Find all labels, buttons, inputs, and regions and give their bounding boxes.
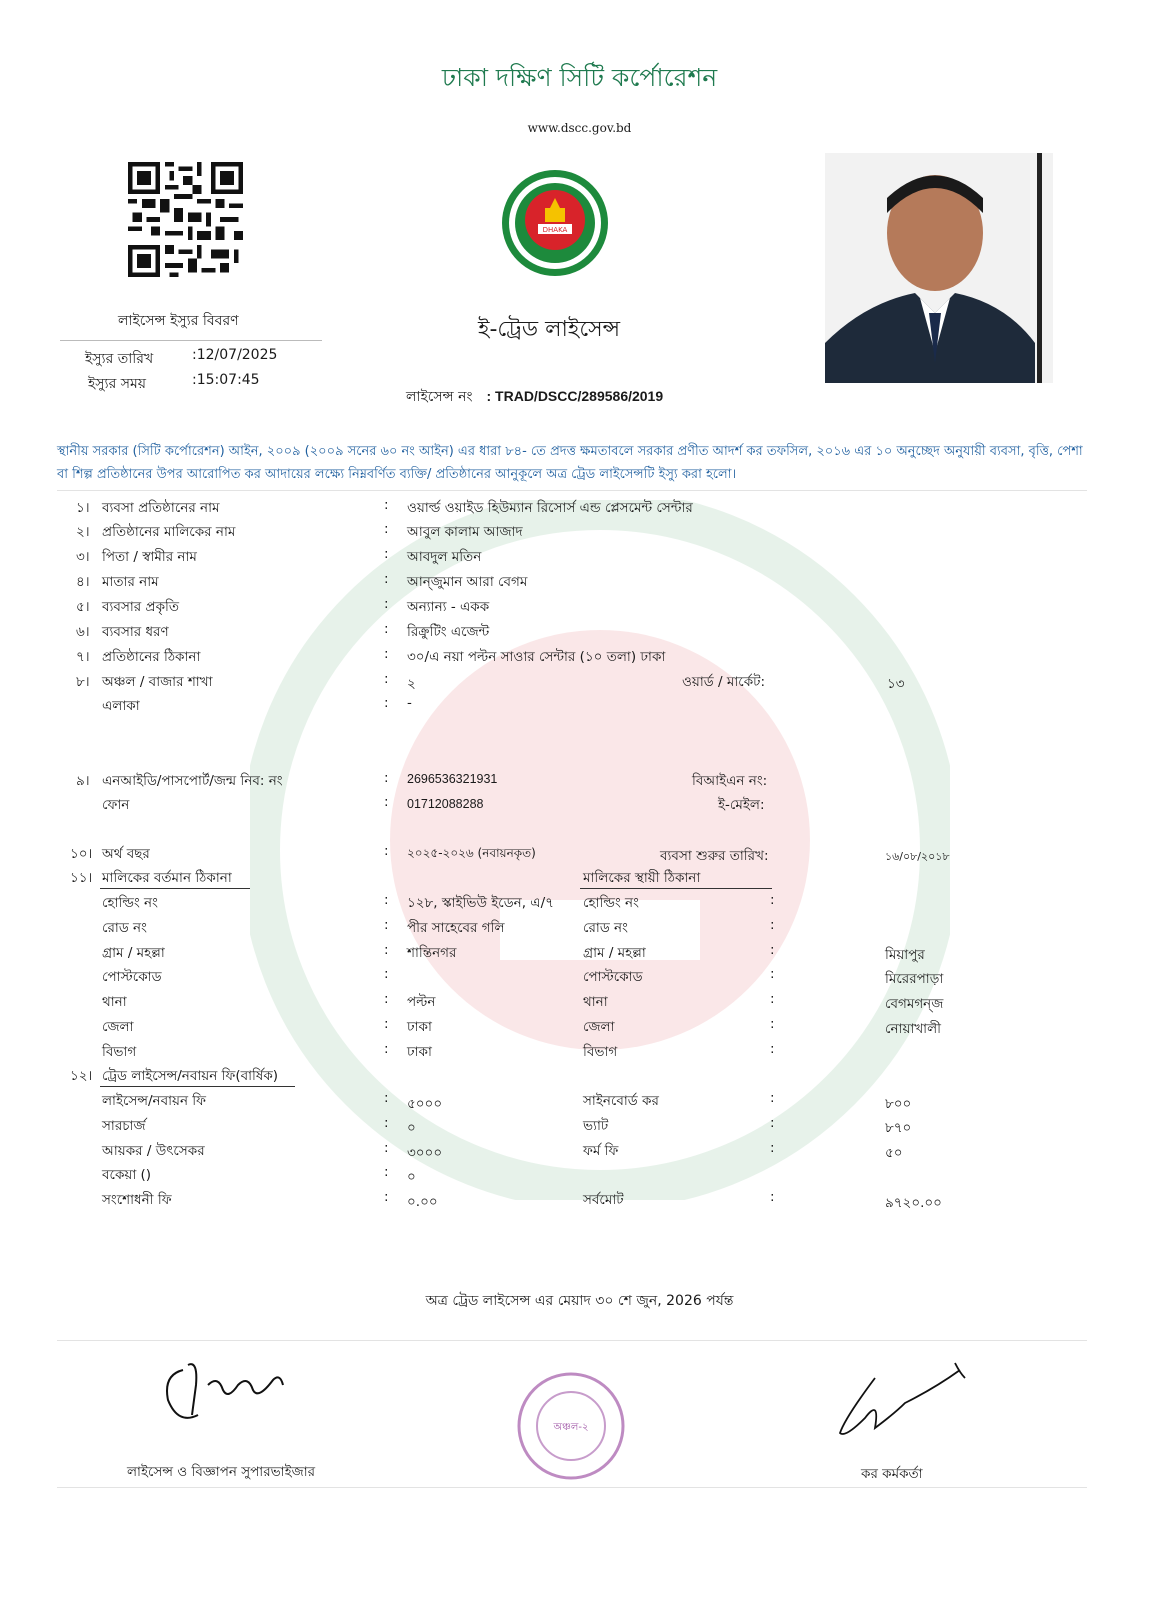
colon: : (770, 1016, 775, 1032)
permanent-title-underline (580, 888, 772, 889)
nid-value: 2696536321931 (407, 772, 498, 786)
colon: : (384, 770, 389, 786)
fee-value: ৮৭০ (885, 1120, 912, 1136)
colon: : (770, 1041, 775, 1057)
issue-time-value: :15:07:45 (192, 372, 260, 388)
address-label: পোস্টকোড (102, 969, 162, 985)
colon: : (770, 1115, 775, 1131)
bin-label: বিআইএন নং: (692, 773, 768, 789)
present-value: ১২৮, স্কাইভিউ ইডেন, এ/৭ (407, 895, 554, 911)
colon: : (770, 966, 775, 982)
qr-code-icon (128, 162, 243, 277)
fee-value: ৫০০০ (407, 1096, 443, 1112)
colon: : (384, 892, 389, 908)
start-date-label: ব্যবসা শুরুর তারিখ: (660, 848, 769, 864)
address-label: জেলা (102, 1019, 134, 1035)
signature-top-line (57, 1340, 1087, 1341)
dscc-logo-icon (500, 168, 610, 278)
colon: : (384, 917, 389, 933)
field-label: ব্যবসার প্রকৃতি (102, 599, 180, 615)
field-value: আন্জুমান আরা বেগম (407, 574, 528, 590)
colon: : (384, 1016, 389, 1032)
start-date-value: ১৬/০৮/২০১৮ (885, 850, 950, 863)
validity-text: অত্র ট্রেড লাইসেন্স এর মেয়াদ ৩০ শে জুন, 2026 পর্যন্ত (425, 1293, 734, 1309)
phone-value: 01712088288 (407, 797, 484, 811)
colon: : (384, 794, 389, 810)
nid-label: এনআইডি/পাসপোর্ট/জন্ম নিব: নং (102, 773, 283, 789)
fee-value: ৯৭২০.০০ (885, 1195, 942, 1211)
permanent-address-title: মালিকের স্থায়ী ঠিকানা (583, 870, 701, 886)
address-label: পোস্টকোড (583, 969, 643, 985)
address-label: বিভাগ (102, 1044, 137, 1060)
fee-value: ০ (407, 1169, 416, 1185)
present-title-underline (100, 888, 250, 889)
issue-section-title: লাইসেন্স ইস্যুর বিবরণ (118, 313, 239, 329)
field-num: ৭। (76, 649, 90, 665)
present-value: ঢাকা (407, 1044, 432, 1060)
address-label: থানা (102, 994, 127, 1010)
colon: : (384, 596, 389, 612)
colon: : (384, 843, 389, 859)
permanent-value: নোয়াখালী (885, 1021, 942, 1037)
fee-label: ভ্যাট (583, 1118, 609, 1134)
issue-time-label: ইস্যুর সময় (88, 376, 147, 392)
field-num: ৩। (76, 549, 90, 565)
issue-date-value: :12/07/2025 (192, 347, 278, 363)
field-label: ব্যবসার ধরণ (102, 624, 169, 640)
permanent-value: মিরেরপাড়া (885, 971, 944, 987)
permanent-value: মিয়াপুর (885, 947, 925, 963)
field-value: আবুল কালাম আজাদ (407, 524, 523, 540)
website-url: www.dscc.gov.bd (527, 121, 632, 135)
box-top-line (57, 490, 1087, 491)
address-label: হোল্ডিং নং (583, 895, 639, 911)
address-label: রোড নং (102, 920, 147, 936)
fee-label: লাইসেন্স/নবায়ন ফি (102, 1093, 207, 1109)
phone-label: ফোন (102, 797, 130, 813)
address-label: হোল্ডিং নং (102, 895, 158, 911)
field-label: পিতা / স্বামীর নাম (102, 549, 197, 565)
license-number-value: : TRAD/DSCC/289586/2019 (486, 388, 664, 404)
colon: : (770, 991, 775, 1007)
colon: : (770, 1189, 775, 1205)
colon: : (384, 1164, 389, 1180)
owner-photo (825, 153, 1053, 383)
owner-address-num: ১১। (70, 870, 93, 886)
fee-label: বকেয়া () (102, 1167, 152, 1183)
field-value: অন্যান্য - একক (407, 599, 490, 615)
fiscal-value: ২০২৫-২০২৬ (নবায়নকৃত) (407, 846, 536, 860)
field-label: ব্যবসা প্রতিষ্ঠানের নাম (102, 500, 220, 516)
colon: : (384, 671, 389, 687)
address-label: রোড নং (583, 920, 628, 936)
area-value: - (407, 695, 412, 711)
fee-label: সংশোধনী ফি (102, 1192, 172, 1208)
license-number (406, 385, 663, 409)
field-value: ৩০/এ নয়া পল্টন সাওার সেন্টার (১০ তলা) ঢাকা (407, 649, 666, 665)
fee-label: সর্বমোট (583, 1192, 624, 1208)
fees-num: ১২। (70, 1068, 93, 1084)
fee-value: ০.০০ (407, 1194, 438, 1210)
address-label: বিভাগ (583, 1044, 618, 1060)
colon: : (384, 942, 389, 958)
colon: : (384, 1189, 389, 1205)
colon: : (384, 621, 389, 637)
colon: : (384, 695, 389, 711)
ward-label: ওয়ার্ড / মার্কেট: (682, 674, 766, 690)
zone-num: ৮। (76, 674, 90, 690)
stamp-text: অঞ্চল-২ (553, 1422, 589, 1433)
fee-value: ৩০০০ (407, 1145, 443, 1161)
colon: : (384, 521, 389, 537)
zone-value: ২ (407, 676, 416, 692)
tax-officer-label: কর কর্মকর্তা (861, 1466, 923, 1482)
address-label: জেলা (583, 1019, 615, 1035)
colon: : (770, 942, 775, 958)
email-label: ই-মেইল: (718, 797, 765, 813)
present-address-title: মালিকের বর্তমান ঠিকানা (102, 870, 232, 886)
present-value: পীর সাহেবের গলি (407, 920, 505, 936)
fee-label: ফর্ম ফি (583, 1143, 619, 1159)
fiscal-num: ১০। (70, 846, 93, 862)
colon: : (384, 991, 389, 1007)
colon: : (384, 966, 389, 982)
area-label: এলাকা (102, 698, 140, 714)
address-label: গ্রাম / মহল্লা (583, 945, 646, 961)
colon: : (770, 917, 775, 933)
colon: : (384, 546, 389, 562)
tax-officer-signature-icon (835, 1358, 975, 1443)
colon: : (384, 1041, 389, 1057)
colon: : (384, 646, 389, 662)
issue-divider (60, 340, 322, 341)
field-num: ২। (76, 524, 90, 540)
colon: : (770, 892, 775, 908)
colon: : (384, 571, 389, 587)
colon: : (384, 1140, 389, 1156)
colon: : (384, 1115, 389, 1131)
field-value: রিক্রুটিং এজেন্ট (407, 624, 490, 640)
office-stamp-icon (515, 1370, 627, 1482)
fees-title-underline (100, 1086, 295, 1087)
ward-value: ১৩ (887, 676, 905, 692)
field-value: ওয়ার্ল্ড ওয়াইড হিউম্যান রিসোর্স এন্ড প্লেসমেন্ট সেন্টার (407, 500, 693, 516)
colon: : (384, 1090, 389, 1106)
intro-paragraph: স্থানীয় সরকার (সিটি কর্পোরেশন) আইন, ২০০৯ (২০০৯ সনের ৬০ নং আইন) এর ধারা ৮৪- তে প্রদত্ত ক্ষমতাবলে সরকার প্রণীত আদর্শ কর তফসিল, ২০১৬ এর ১০ অনুচ্ছেদ অনুযায়ী ব্যবসা, বৃত্তি, পেশা বা শিল্প প্রতিষ্ঠানের উপর আরোপিত কর আদায়ের লক্ষ্যে নিম্নবর্ণিত ব্যক্তি/ প্রতিষ্ঠানের আনুকূলে অত্র ট্রেড লাইসেন্সটি ইস্যু করা হলো। (57, 444, 1083, 482)
nid-num: ৯। (76, 773, 90, 789)
box-bottom-line (57, 1487, 1087, 1488)
fee-label: সাইনবোর্ড কর (583, 1093, 659, 1109)
field-value: আবদুল মতিন (407, 549, 482, 565)
fee-label: আয়কর / উৎসেকর (102, 1143, 205, 1159)
document-title: ই-ট্রেড লাইসেন্স (478, 317, 621, 342)
corporation-title: ঢাকা দক্ষিণ সিটি কর্পোরেশন (441, 63, 718, 92)
field-num: ৫। (76, 599, 90, 615)
present-value: পল্টন (407, 994, 436, 1010)
field-label: প্রতিষ্ঠানের মালিকের নাম (102, 524, 236, 540)
field-label: প্রতিষ্ঠানের ঠিকানা (102, 649, 201, 665)
logo-text: DHAKA (542, 226, 568, 234)
fee-value: ৮০০ (885, 1096, 912, 1112)
present-value: শান্তিনগর (407, 945, 457, 961)
supervisor-signature-icon (158, 1355, 288, 1430)
field-num: ৬। (76, 624, 90, 640)
permanent-value: বেগমগন্জ (885, 996, 944, 1012)
fee-value: ০ (407, 1120, 416, 1136)
address-label: থানা (583, 994, 608, 1010)
field-label: মাতার নাম (102, 574, 159, 590)
fee-label: সারচার্জ (102, 1118, 146, 1134)
issue-date-label: ইস্যুর তারিখ (85, 351, 154, 367)
address-label: গ্রাম / মহল্লা (102, 945, 165, 961)
colon: : (770, 1140, 775, 1156)
field-num: ১। (76, 500, 90, 516)
fiscal-label: অর্থ বছর (102, 846, 150, 862)
supervisor-label: লাইসেন্স ও বিজ্ঞাপন সুপারভাইজার (127, 1464, 316, 1480)
fees-title: ট্রেড লাইসেন্স/নবায়ন ফি(বার্ষিক) (102, 1068, 279, 1084)
present-value: ঢাকা (407, 1019, 432, 1035)
field-num: ৪। (76, 574, 90, 590)
colon: : (770, 1090, 775, 1106)
fee-value: ৫০ (885, 1145, 903, 1161)
zone-label: অঞ্চল / বাজার শাখা (102, 674, 213, 690)
license-number-label: লাইসেন্স নং (406, 389, 473, 405)
colon: : (384, 497, 389, 513)
